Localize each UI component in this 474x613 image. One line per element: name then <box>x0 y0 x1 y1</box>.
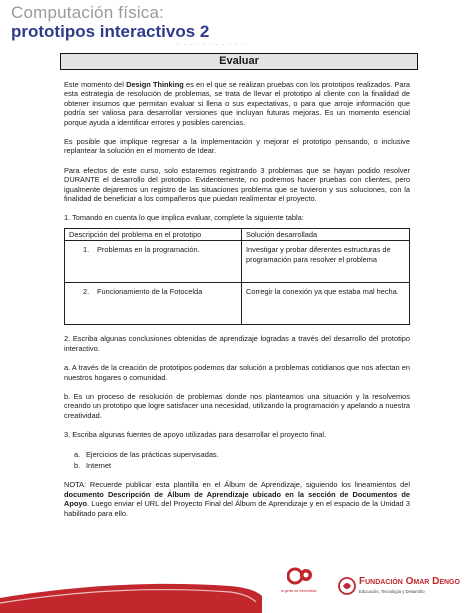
table-cell-problem: 2. Funcionamiento de la Fotocelda <box>65 283 242 325</box>
intro-paragraph-3: Para efectos de este curso, solo estaremos registrando 3 problemas que se hayan podido resolver DURANTE el desarrollo del prototipo. Evidentemente, no podremos hacer pruebas con clientes, pero igualmente dejaremos un registro de las situaciones problema que se tuvieron y sus soluciones, con la finalidad de beneficiar a los compañeros que puedan realimentar el proyecto. <box>64 165 410 204</box>
question-1: 1. Tomando en cuenta lo que implica evaluar, complete la siguiente tabla: <box>64 213 304 223</box>
intro-paragraph-1: Este momento del Design Thinking es en el que se realizan pruebas con los prototipos realizados. Para esta estrategia de resolución de problemas, se trata de llevar el prototipo al cliente con la finalidad de obtener insumos que permitan evaluar si llena o sus expectativas, o para que arroje información que podría ser valiosa para desarrollar versiones que incluyan futuras mejoras. Es un momento esencial porque ayuda a identificar errores y posibles carencias. <box>64 80 411 127</box>
design-thinking-term: Design Thinking <box>126 80 184 89</box>
table-row <box>65 241 410 283</box>
fundacion-omar-dengo-tagline: Educación, Tecnología y Desarrollo <box>359 589 425 594</box>
answer-2a: a. A través de la creación de prototipos podemos dar solución a problemas cotidianos que nos afectan en nuestros hogares o comunidad. <box>64 363 410 382</box>
table-header-row <box>65 228 410 240</box>
header-course-title: Computación física: <box>11 3 165 22</box>
question-2: 2. Escriba algunas conclusiones obtenidas de aprendizaje logradas a través del desarrollo del prototipo interactivo. <box>64 334 410 353</box>
question-3: 3. Escriba algunas fuentes de apoyo utilizadas para desarrollar el proyecto final. <box>64 430 327 440</box>
header-course-subtitle: prototipos interactivos 2 <box>11 22 210 41</box>
problem-solution-table <box>64 228 410 325</box>
note-paragraph: NOTA: Recuerde publicar esta plantilla en el Álbum de Aprendizaje, siguiendo los lineamientos del documento Descripción de Álbum de Aprendizaje ubicado en la sección de Documentos de Apoyo. Luego enviar el URL del Proyecto Final del Álbum de Aprendizaje y en el espacio de la Unidad 3 habilitado para ello. <box>64 480 410 518</box>
header-dots-decoration: . . . . . . . . . . . <box>177 38 245 47</box>
section-title: Evaluar <box>60 53 418 70</box>
list-item: b. Internet <box>74 460 112 470</box>
note-document-reference: documento Descripción de Álbum de Aprendizaje ubicado en la sección de Documentos de Apoyo <box>64 489 410 509</box>
fundacion-omar-dengo-logo <box>338 577 356 595</box>
table-header-solution: Solución desarrollada <box>242 228 410 240</box>
table-row <box>65 283 410 325</box>
table-cell-problem: 1. Problemas en la programación. <box>65 241 242 283</box>
list-item: a. Ejercicios de las prácticas supervisadas. <box>74 449 219 459</box>
intro-paragraph-2: Es posible que implique regresar a la implementación y mejorar el prototipo pensando, o inclusive replantear la solución en el momento de Idear. <box>64 137 410 156</box>
fundacion-omar-dengo-name: Fundación Omar Dengo <box>359 576 460 587</box>
table-header-problem: Descripción del problema en el prototipo <box>65 228 242 240</box>
table-cell-solution: Investigar y probar diferentes estructuras de programación para resolver el problema <box>242 241 410 283</box>
upe-logo <box>287 564 314 586</box>
upe-tagline: la gente de informática <box>281 589 317 593</box>
table-cell-solution: Corregir la conexión ya que estaba mal hecha. <box>242 283 410 325</box>
document-body <box>64 80 410 528</box>
answer-2b: b. Es un proceso de resolución de problemas donde nos planteamos una situación y la resolvemos creando un prototipo que logre satisfacer una necesidad, utilizando la programación y apelando a nuestra creatividad. <box>64 391 410 420</box>
